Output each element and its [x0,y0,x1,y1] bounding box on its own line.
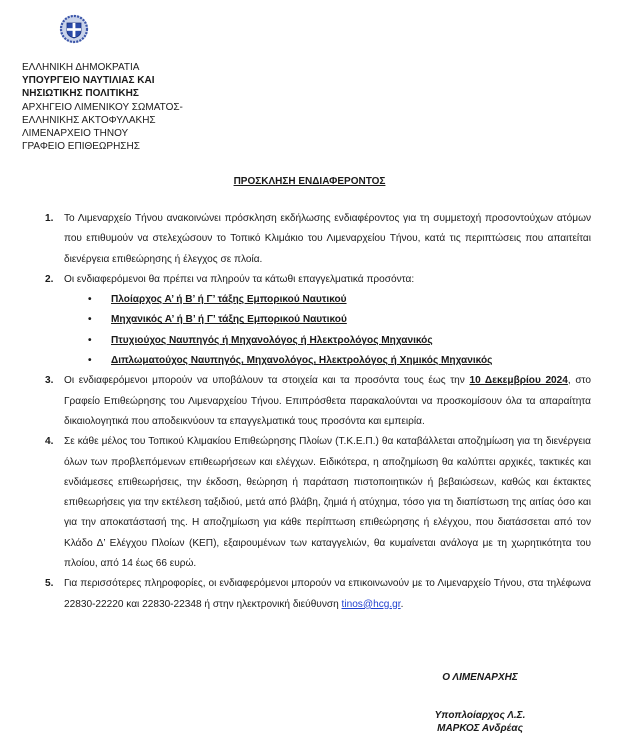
qualification-captain: • Πλοίαρχος Α’ ή Β’ ή Γ’ τάξης Εμπορικού Ναυτικού [64,290,591,310]
header-line-ministry-2: ΝΗΣΙΩΤΙΚΗΣ ΠΟΛΙΤΙΚΗΣ [22,88,139,100]
item-text: Οι ενδιαφερόμενοι θα πρέπει να πληρούν τα κάτωθι επαγγελματικά προσόντα: [64,273,415,285]
header-line-hq-2: ΕΛΛΗΝΙΚΗΣ ΑΚΤΟΦΥΛΑΚΗΣ [22,114,156,126]
item-number: 3. [45,375,54,387]
item-text: Σε κάθε μέλος του Τοπικού Κλιμακίου Επιθεώρησης Πλοίων (Τ.Κ.Ε.Π.) θα καταβάλλεται αποζημίωση για τη διενέργεια όλων των προβλεπόμενων επιθεωρήσεων και ελέγχων. Ειδικότερα, η αποζημίωση θα καλύπτει αρχικές, τακτικές και ενδιάμεσες επιθεωρήσεις, την έκδοση, θεώρηση ή παράταση πιστοποιητικών ή βεβαιώσεων, καθώς και έκτακτες επιθεωρήσεις για την εκτέλεση ταξιδιού, μετά από βλάβη, ζημιά ή ατύχημα, τόσο για τη διαπίστωση της αιτίας όσο και για την αποκατάστασή της. Η αποζημίωση για κάθε περίπτωση επιθεώρησης ή ελέγχου, που διατάσσεται από τον Κλάδο Δ’ Ελέγχου Πλοίων (ΚΕΠ), εξαιρουμένων των καταγγελιών, θα κυμαίνεται ανάλογα με τη χωρητικότητα του πλοίου, από 14 έως 66 ευρώ. [64,436,591,570]
item-number: 5. [45,578,54,590]
item-number: 4. [45,436,54,448]
numbered-list [45,209,591,615]
bullet-icon: • [88,334,92,346]
qualifications-list [64,290,591,371]
list-item-4 [45,432,591,574]
greek-coat-of-arms-icon [59,14,89,44]
header-line-port-authority: ΛΙΜΕΝΑΡΧΕΙΟ ΤΗΝΟΥ [22,128,129,140]
item-number: 2. [45,273,54,285]
deadline-date: 10 Δεκεμβρίου 2024 [469,375,568,387]
list-item-2 [45,270,591,371]
header-line-hq-1: ΑΡΧΗΓΕΙΟ ΛΙΜΕΝΙΚΟΥ ΣΩΜΑΤΟΣ- [22,101,183,113]
signature-rank: Υποπλοίαρχος Λ.Σ. [434,710,526,721]
item-text: Οι ενδιαφερόμενοι μπορούν να υποβάλουν τα στοιχεία και τα προσόντα τους έως την 10 Δεκεμβρίου 2024, στο Γραφείο Επιθεώρησης του Λιμεναρχείου Τήνου. Επιπρόσθετα παρακαλούνται να προσκομίσουν όλα τα απαραίτητα δικαιολογητικά που αποδεικνύουν τα επαγγελματικά τους προσόντα και εμπειρία. [64,375,592,427]
document-title: ΠΡΟΣΚΛΗΣΗ ΕΝΔΙΑΦΕΡΟΝΤΟΣ [233,176,386,187]
item-text: Το Λιμεναρχείο Τήνου ανακοινώνει πρόσκληση εκδήλωσης ενδιαφέροντος για τη συμμετοχή προσοντούχων ατόμων που επιθυμούν να στελεχώσουν το Τοπικό Κλιμάκιο του Λιμεναρχείου Τήνου, κατά τις περιπτώσεις που απαιτείται διενέργεια επιθεώρησης ή έλεγχος σε πλοία. [64,213,591,265]
item-number: 1. [45,213,54,224]
issuer-header [22,61,183,153]
item-text: Για περισσότερες πληροφορίες, οι ενδιαφερόμενοι μπορούν να επικοινωνούν με το Λιμεναρχείο Τήνου, στα τηλέφωνα 22830-22220 και 22830-22348 ή στην ηλεκτρονική διεύθυνση tinos@hcg.gr. [64,578,591,610]
bullet-icon: • [88,355,92,367]
signature-name: ΜΑΡΚΟΣ Ανδρέας [437,723,523,734]
list-item-3 [45,371,591,432]
bullet-icon: • [88,294,92,306]
list-item-5 [45,574,591,615]
bullet-icon: • [88,314,92,326]
qualification-engineer: • Μηχανικός Α’ ή Β’ ή Γ’ τάξης Εμπορικού Ναυτικού [64,310,591,330]
header-line-inspection-office: ΓΡΑΦΕΙΟ ΕΠΙΘΕΩΡΗΣΗΣ [22,141,140,153]
list-item-1 [45,209,591,270]
header-line-ministry-1: ΥΠΟΥΡΓΕΙΟ ΝΑΥΤΙΛΙΑΣ ΚΑΙ [22,75,155,87]
header-line-republic: ΕΛΛΗΝΙΚΗ ΔΗΜΟΚΡΑΤΙΑ [22,62,140,73]
qualification-diploma: • Διπλωματούχος Ναυπηγός, Μηχανολόγος, Ηλεκτρολόγος ή Χημικός Μηχανικός [64,351,591,371]
signature-role: Ο ΛΙΜΕΝΑΡΧΗΣ [442,672,518,683]
qualification-graduate: • Πτυχιούχος Ναυπηγός ή Μηχανολόγος ή Ηλεκτρολόγος Μηχανικός [64,331,591,351]
email-link[interactable]: tinos@hcg.gr [341,598,401,610]
